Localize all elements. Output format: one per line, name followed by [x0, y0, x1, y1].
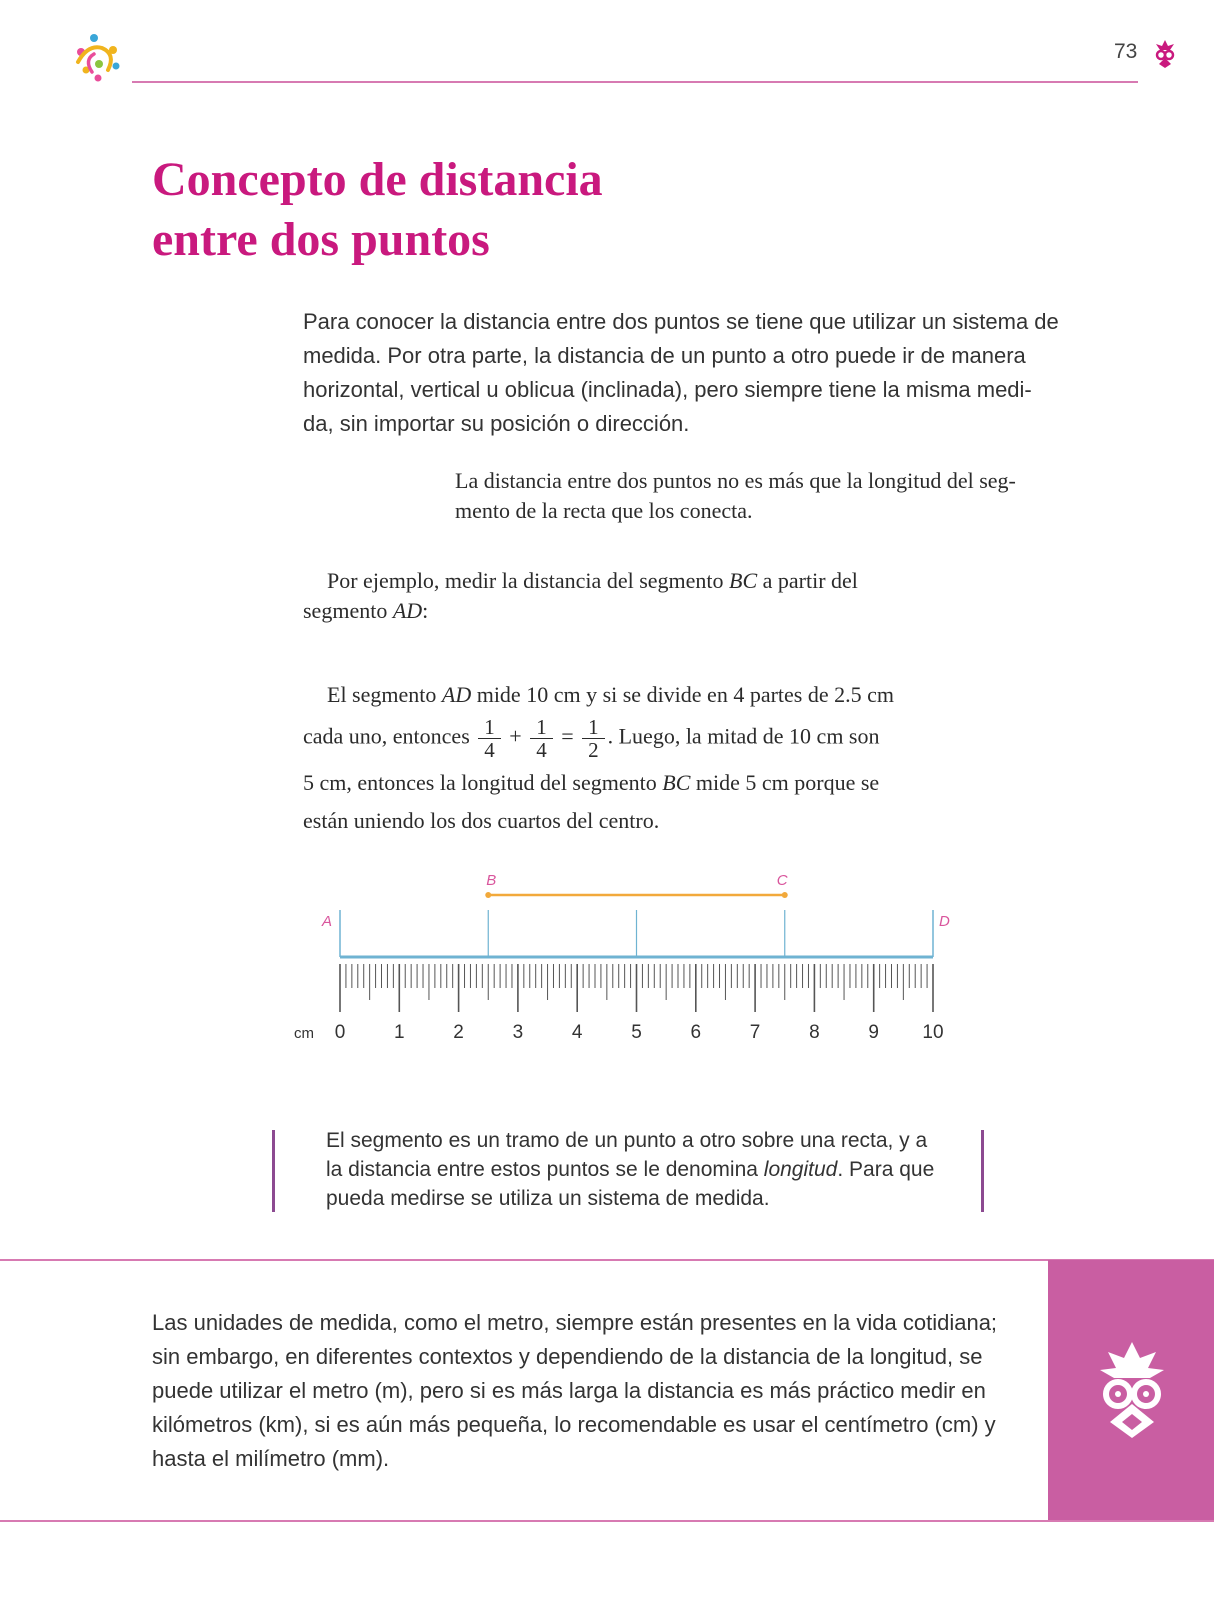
point-c-dot [782, 892, 788, 898]
ruler-label: 4 [571, 1022, 583, 1043]
definition-line-2: mento de la recta que los conecta. [455, 498, 753, 523]
point-a-label: A [322, 913, 333, 930]
note-line-3: pueda medirse se utiliza un sistema de medida. [326, 1187, 770, 1210]
note-text [326, 1126, 951, 1213]
ruler-label: 7 [749, 1022, 761, 1043]
bottom-line-3: puede utilizar el metro (m), pero si es más larga la distancia es más práctico medir en [152, 1378, 986, 1403]
side-ornament-box [1048, 1260, 1214, 1520]
note-line-2: la distancia entre estos puntos se le denomina longitud. Para que [326, 1158, 935, 1181]
note-right-bar [981, 1130, 984, 1212]
intro-line-3: horizontal, vertical u oblicua (inclinada), pero siempre tiene la misma medi- [303, 377, 1032, 402]
header-rule [132, 81, 1138, 83]
white-ornament-icon [1096, 1342, 1168, 1438]
point-b-label: B [486, 872, 497, 889]
definition-line-1: La distancia entre dos puntos no es más que la longitud del seg- [455, 468, 1016, 493]
example-line-1: Por ejemplo, medir la distancia del segmento BC a partir del [327, 568, 858, 593]
ruler-label: 5 [631, 1022, 642, 1043]
example-line-2: segmento AD: [303, 598, 429, 623]
explanation-line-4: están uniendo los dos cuartos del centro. [303, 808, 660, 833]
ruler-label: 9 [868, 1022, 879, 1043]
point-b-dot [485, 892, 491, 898]
bottom-top-rule [0, 1259, 1214, 1261]
pink-ornament-icon [1153, 40, 1177, 68]
fraction-one-quarter-b: $\frac{1}{4}$ [530, 716, 553, 761]
title-line-1: Concepto de distancia [152, 153, 603, 206]
intro-paragraph [303, 305, 1093, 441]
fraction-one-quarter-a: $\frac{1}{4}$ [478, 716, 501, 761]
note-left-bar [272, 1130, 275, 1212]
ruler-label: 6 [690, 1022, 702, 1043]
fraction-one-half: $\frac{1}{2}$ [582, 716, 605, 761]
bottom-line-2: sin embargo, en diferentes contextos y dependiendo de la distancia de la longitud, se [152, 1344, 983, 1369]
ruler-label: 2 [453, 1022, 464, 1043]
ruler-label: 3 [512, 1022, 524, 1043]
ruler-label: 8 [809, 1022, 820, 1043]
title-line-2: entre dos puntos [152, 213, 490, 266]
ruler-label: 10 [922, 1022, 944, 1043]
bottom-bottom-rule [0, 1520, 1214, 1522]
intro-line-4: da, sin importar su posición o dirección. [303, 411, 690, 436]
intro-line-1: Para conocer la distancia entre dos puntos se tiene que utilizar un sistema de [303, 309, 1059, 334]
page-number: 73 [1114, 40, 1138, 63]
example-text [303, 566, 913, 626]
bottom-line-1: Las unidades de medida, como el metro, siempre están presentes en la vida cotidiana; [152, 1310, 998, 1335]
explanation-line-3: 5 cm, entonces la longitud del segmento BC mide 5 cm porque se [303, 770, 880, 795]
ruler-diagram [280, 860, 960, 1050]
page-title [152, 150, 852, 270]
ruler-label: 1 [394, 1022, 405, 1043]
intro-line-2: medida. Por otra parte, la distancia de un punto a otro puede ir de manera [303, 343, 1026, 368]
point-d-label: D [939, 913, 950, 930]
colorful-dots-logo-icon [72, 32, 126, 84]
point-c-label: C [776, 872, 788, 889]
bottom-line-4: kilómetros (km), si es aún más pequeña, lo recomendable es usar el centímetro (cm) y [152, 1412, 996, 1437]
bottom-paragraph [152, 1306, 1022, 1476]
note-line-1: El segmento es un tramo de un punto a otro sobre una recta, y a [326, 1129, 928, 1152]
bottom-line-5: hasta el milímetro (mm). [152, 1446, 390, 1471]
ruler-unit-label: cm [294, 1025, 314, 1042]
definition-text [455, 466, 1065, 526]
explanation-line-2: cada uno, entonces $\frac{1}{4}$ + $\frac{1}{4}$ = $\frac{1}{2}$ . Luego, la mitad de 10 cm son [303, 715, 880, 762]
explanation-line-1: El segmento AD mide 10 cm y si se divide en 4 partes de 2.5 cm [327, 682, 894, 707]
ruler-label: 0 [334, 1022, 346, 1043]
